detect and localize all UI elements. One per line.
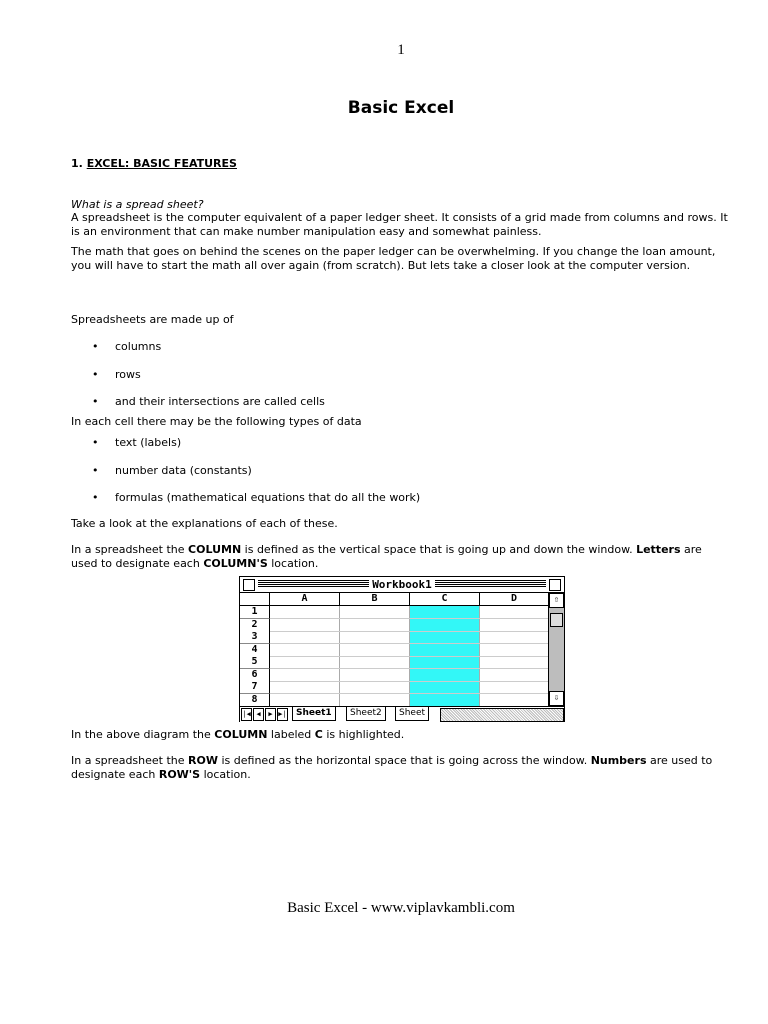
take-look-text: Take a look at the explanations of each of these. bbox=[71, 517, 338, 530]
paragraph-math: The math that goes on behind the scenes on the paper ledger can be overwhelming. If you change the loan amount, you will have to start the math all over again (from scratch). But lets take a closer look at the computer version. bbox=[71, 245, 716, 272]
workbook-name-text: Workbook1 bbox=[369, 578, 435, 591]
bullet-icon: • bbox=[92, 491, 99, 504]
text-run: labeled bbox=[267, 728, 315, 741]
text-run: are used to designate each bbox=[71, 543, 702, 570]
list-item: text (labels) bbox=[115, 436, 182, 449]
list-item: rows bbox=[115, 368, 141, 381]
row-header: 8 bbox=[240, 694, 270, 707]
horizontal-scrollbar bbox=[440, 708, 564, 722]
last-sheet-icon: ▶| bbox=[277, 708, 288, 721]
row-header: 3 bbox=[240, 631, 270, 644]
grid-line bbox=[270, 631, 548, 632]
workbook-name bbox=[240, 577, 564, 592]
question-heading: What is a spread sheet? bbox=[71, 198, 204, 211]
grid-line bbox=[270, 656, 548, 657]
list-item: formulas (mathematical equations that do all the work) bbox=[115, 491, 421, 504]
list-item: columns bbox=[115, 340, 162, 353]
grid-line bbox=[270, 681, 548, 682]
made-up-of-text: Spreadsheets are made up of bbox=[71, 313, 234, 326]
text-run: location. bbox=[267, 557, 319, 570]
sheet-tab-2: Sheet2 bbox=[346, 707, 386, 721]
corner-header bbox=[240, 593, 270, 606]
bullet-icon: • bbox=[92, 464, 99, 477]
text-run: is defined as the horizontal space that is going across the window. bbox=[218, 754, 591, 767]
list-item: and their intersections are called cells bbox=[115, 395, 325, 408]
prev-sheet-icon: ◀ bbox=[253, 708, 264, 721]
bold-term: COLUMN bbox=[214, 728, 268, 741]
sheet-tabs-bar bbox=[240, 706, 564, 722]
text-run: In a spreadsheet the bbox=[71, 754, 189, 767]
page-title: Basic Excel bbox=[347, 98, 455, 118]
column-header-a: A bbox=[270, 593, 340, 606]
row-header: 2 bbox=[240, 619, 270, 632]
data-types-intro: In each cell there may be the following types of data bbox=[71, 415, 362, 428]
row-header: 7 bbox=[240, 681, 270, 694]
sheet-tab-1: Sheet1 bbox=[292, 707, 336, 721]
zoom-box-icon bbox=[549, 579, 561, 591]
bullet-icon: • bbox=[92, 395, 99, 408]
section-title: EXCEL: BASIC FEATURES bbox=[86, 157, 237, 170]
bold-term: COLUMN bbox=[188, 543, 242, 556]
workbook-window bbox=[239, 576, 565, 722]
column-header-d: D bbox=[480, 593, 549, 606]
scroll-up-icon: ⇧ bbox=[549, 593, 564, 608]
bold-term: ROW bbox=[188, 754, 218, 767]
next-sheet-icon: ▶ bbox=[265, 708, 276, 721]
list-item: number data (constants) bbox=[115, 464, 252, 477]
column-header-b: B bbox=[340, 593, 410, 606]
bold-term: Numbers bbox=[590, 754, 647, 767]
column-definition bbox=[71, 543, 731, 571]
section-heading bbox=[71, 157, 237, 170]
paragraph-definition: A spreadsheet is the computer equivalent of a paper ledger sheet. It consists of a grid made from columns and rows. It is an environment that can make number manipulation easy and somewhat painless. bbox=[71, 211, 728, 238]
row-header: 4 bbox=[240, 644, 270, 657]
grid-line bbox=[270, 643, 548, 644]
bold-term: Letters bbox=[636, 543, 681, 556]
sheet-tab-3: Sheet bbox=[395, 707, 429, 721]
bold-term: ROW'S bbox=[158, 768, 201, 781]
row-header: 6 bbox=[240, 669, 270, 682]
column-header-c: C bbox=[410, 593, 480, 606]
grid-line bbox=[270, 618, 548, 619]
bullet-icon: • bbox=[92, 340, 99, 353]
diagram-caption bbox=[71, 728, 731, 742]
row-header: 5 bbox=[240, 656, 270, 669]
cell-grid bbox=[270, 606, 548, 706]
grid-line bbox=[270, 668, 548, 669]
text-run: are used to designate each bbox=[71, 754, 713, 781]
bold-term: C bbox=[314, 728, 323, 741]
first-sheet-icon: |◀ bbox=[241, 708, 252, 721]
page-footer: Basic Excel - www.viplavkambli.com bbox=[287, 900, 515, 916]
row-header: 1 bbox=[240, 606, 270, 619]
bold-term: COLUMN'S bbox=[203, 557, 268, 570]
bullet-icon: • bbox=[92, 436, 99, 449]
page-number: 1 bbox=[397, 42, 405, 58]
section-number: 1. bbox=[71, 157, 83, 170]
vertical-scrollbar bbox=[548, 593, 564, 706]
text-run: In a spreadsheet the bbox=[71, 543, 189, 556]
bullet-icon: • bbox=[92, 368, 99, 381]
text-run: In the above diagram the bbox=[71, 728, 215, 741]
text-run: location. bbox=[200, 768, 251, 781]
row-definition bbox=[71, 754, 731, 782]
scroll-thumb bbox=[550, 613, 563, 627]
text-run: is highlighted. bbox=[322, 728, 405, 741]
workbook-title-bar bbox=[240, 577, 564, 593]
text-run: is defined as the vertical space that is going up and down the window. bbox=[241, 543, 637, 556]
grid-line bbox=[270, 693, 548, 694]
scroll-down-icon: ⇩ bbox=[549, 691, 564, 706]
